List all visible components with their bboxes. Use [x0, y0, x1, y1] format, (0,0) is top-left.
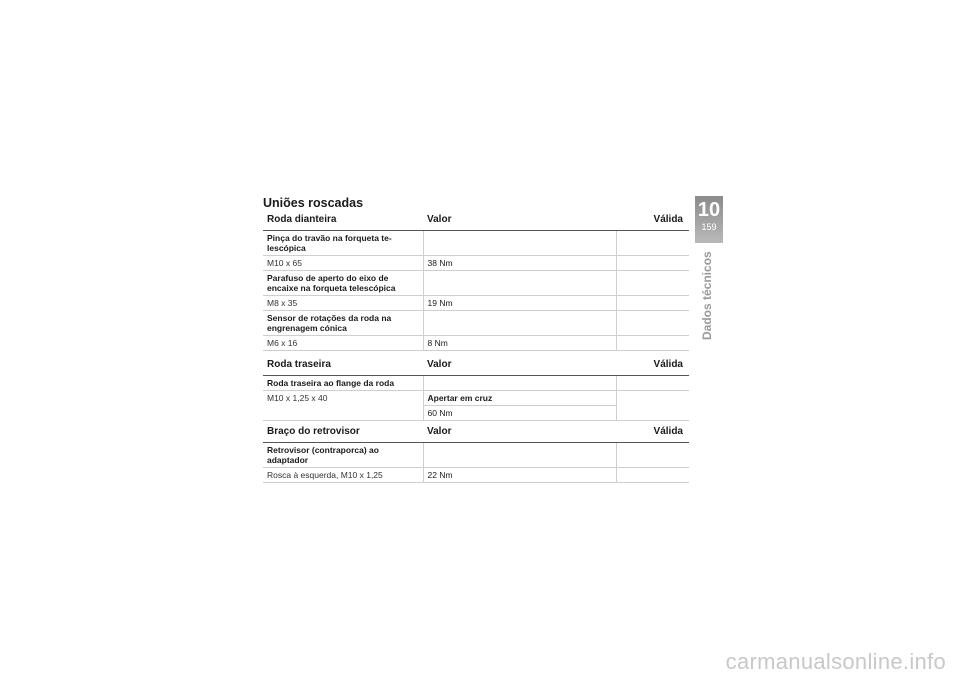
table-row — [263, 376, 689, 391]
table-header-row — [263, 208, 689, 231]
table-row — [263, 336, 689, 351]
column-header-valid: Válida — [616, 353, 689, 376]
component-name: Retrovisor (contraporca) ao adaptador — [263, 443, 423, 468]
thread-spec: M6 x 16 — [263, 336, 423, 351]
torque-value: 22 Nm — [423, 468, 616, 483]
component-name: Pinça do travão na forqueta te-lescópica — [263, 231, 423, 256]
table-header-row — [263, 353, 689, 376]
table-row — [263, 256, 689, 271]
torque-value: 8 Nm — [423, 336, 616, 351]
table-row — [263, 311, 689, 336]
valid-cell — [616, 256, 689, 271]
valid-cell — [616, 231, 689, 256]
component-name: Roda traseira ao flange da roda — [263, 376, 423, 391]
table-header-row — [263, 420, 689, 443]
torque-value — [423, 271, 616, 296]
valid-cell — [616, 443, 689, 468]
valid-cell — [616, 311, 689, 336]
thread-spec: M10 x 1,25 x 40 — [263, 391, 423, 421]
column-header-component: Roda dianteira — [263, 208, 423, 231]
torque-value: 60 Nm — [423, 406, 616, 421]
front-wheel-table — [263, 208, 689, 351]
table-row — [263, 468, 689, 483]
column-header-component: Roda traseira — [263, 353, 423, 376]
thread-spec: Rosca à esquerda, M10 x 1,25 — [263, 468, 423, 483]
torque-value — [423, 443, 616, 468]
torque-instruction: Apertar em cruz — [423, 391, 616, 406]
column-header-valid: Válida — [616, 420, 689, 443]
valid-cell — [616, 271, 689, 296]
torque-value: 19 Nm — [423, 296, 616, 311]
torque-value — [423, 231, 616, 256]
component-name: Sensor de rotações da roda na engrenagem cónica — [263, 311, 423, 336]
section-title: Uniões roscadas — [263, 196, 364, 210]
valid-cell — [616, 336, 689, 351]
valid-cell — [616, 391, 689, 421]
valid-cell — [616, 468, 689, 483]
rear-wheel-table — [263, 353, 689, 421]
table-row — [263, 391, 689, 406]
mirror-arm-table — [263, 420, 689, 483]
torque-value: 38 Nm — [423, 256, 616, 271]
torque-value — [423, 311, 616, 336]
column-header-value: Valor — [423, 420, 616, 443]
column-header-component: Braço do retrovisor — [263, 420, 423, 443]
chapter-title: Dados técnicos — [700, 251, 714, 340]
column-header-value: Valor — [423, 208, 616, 231]
valid-cell — [616, 296, 689, 311]
table-row — [263, 231, 689, 256]
thread-spec: M8 x 35 — [263, 296, 423, 311]
table-row — [263, 271, 689, 296]
torque-value — [423, 376, 616, 391]
valid-cell — [616, 376, 689, 391]
thread-spec: M10 x 65 — [263, 256, 423, 271]
column-header-value: Valor — [423, 353, 616, 376]
table-row — [263, 296, 689, 311]
page-number: 159 — [701, 222, 717, 232]
chapter-number: 10 — [697, 199, 721, 221]
column-header-valid: Válida — [616, 208, 689, 231]
chapter-tab — [695, 196, 723, 243]
table-row — [263, 443, 689, 468]
watermark: carmanualsonline.info — [725, 649, 946, 674]
component-name: Parafuso de aperto do eixo de encaixe na forqueta telescópica — [263, 271, 423, 296]
